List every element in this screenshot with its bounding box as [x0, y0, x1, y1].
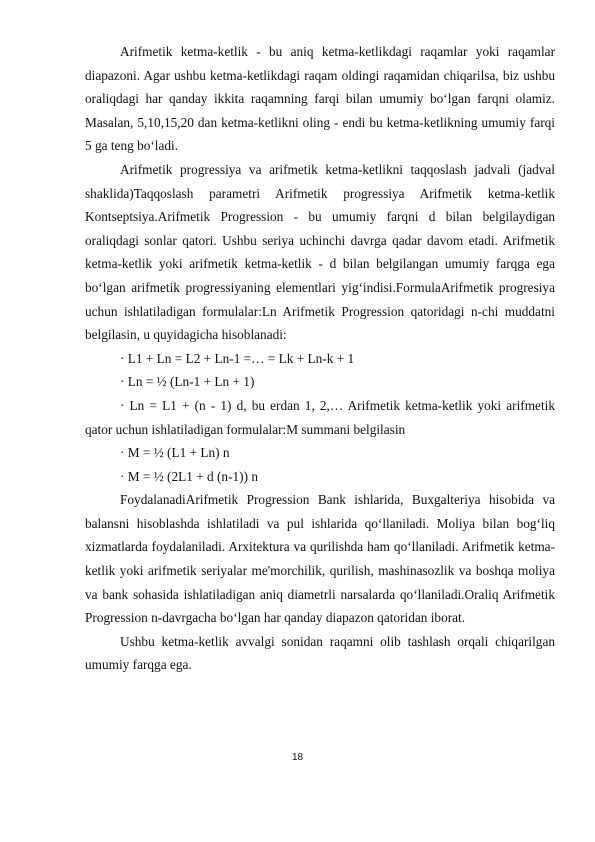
paragraph-conclusion: Ushbu ketma-ketlik avvalgi sonidan raqamni olib tashlash orqali chiqarilgan umumiy farqga ega. [85, 633, 555, 673]
formula-line-1: · L1 + Ln = L2 + Ln-1 =… = Lk + Ln-k + 1 [120, 350, 355, 366]
document-body [85, 40, 555, 677]
formula-line-2: · Ln = ½ (Ln-1 + Ln + 1) [120, 374, 255, 390]
formula-line-3: · Ln = L1 + (n - 1) d, bu erdan 1, 2,… Arifmetik ketma-ketlik yoki arifmetik qator uchun ishlatiladigan formulalar:M summani belgilasin [85, 397, 555, 437]
formula-sum-1: · M = ½ (L1 + Ln) n [120, 445, 230, 461]
page-number: 18 [291, 752, 304, 763]
formula-sum-2: · M = ½ (2L1 + d (n-1)) n [120, 468, 258, 484]
paragraph-usage: FoydalanadiArifmetik Progression Bank ishlarida, Buxgalteriya hisobida va balansni hisoblashda ishlatiladi va pul ishlarida qo‘llaniladi. Moliya bilan bog‘liq xizmatlarda foydalaniladi. Arxitektura va qurilishda ham qo‘llaniladi. Arifmetik ketma-ketlik yoki arifmetik seriyalar me'morchilik, qurilish, mashinasozlik va boshqa moliya va bank sohasida ishlatiladigan aniq diametrli narsalarda qo‘llaniladi.Oraliq Arifmetik Progression n-davrgacha bo‘lgan har qanday diapazon qatoridan iborat. [85, 492, 555, 626]
paragraph-comparison: Arifmetik progressiya va arifmetik ketma-ketlikni taqqoslash jadvali (jadval shaklida)Taqqoslash parametri Arifmetik progressiya Arifmetik ketma-ketlik Kontseptsiya.Arifmetik Progression - bu umumiy farqni d bilan belgilaydigan oraliqdagi sonlar qatori. Ushbu seriya uchinchi davrga qadar davom etadi. Arifmetik ketma-ketlik yoki arifmetik ketma-ketlik - d bilan belgilangan umumiy farqga ega bo‘lgan arifmetik progressiyaning elementlari yig‘indisi.FormulaArifmetik progresiya uchun ishlatiladigan formulalar:Ln Arifmetik Progression qatoridagi n-chi muddatni belgilasin, u quyidagicha hisoblanadi: [85, 161, 555, 343]
paragraph-definition: Arifmetik ketma-ketlik - bu aniq ketma-ketlikdagi raqamlar yoki raqamlar diapazoni. Agar ushbu ketma-ketlikdagi raqam oldingi raqamidan chiqarilsa, biz ushbu oraliqdagi har qanday ikkita raqamning farqi bilan umumiy bo‘lgan farqni olamiz. Masalan, 5,10,15,20 dan ketma-ketlikni oling - endi bu ketma-ketlikning umumiy farqi 5 ga teng bo‘ladi. [85, 44, 555, 154]
